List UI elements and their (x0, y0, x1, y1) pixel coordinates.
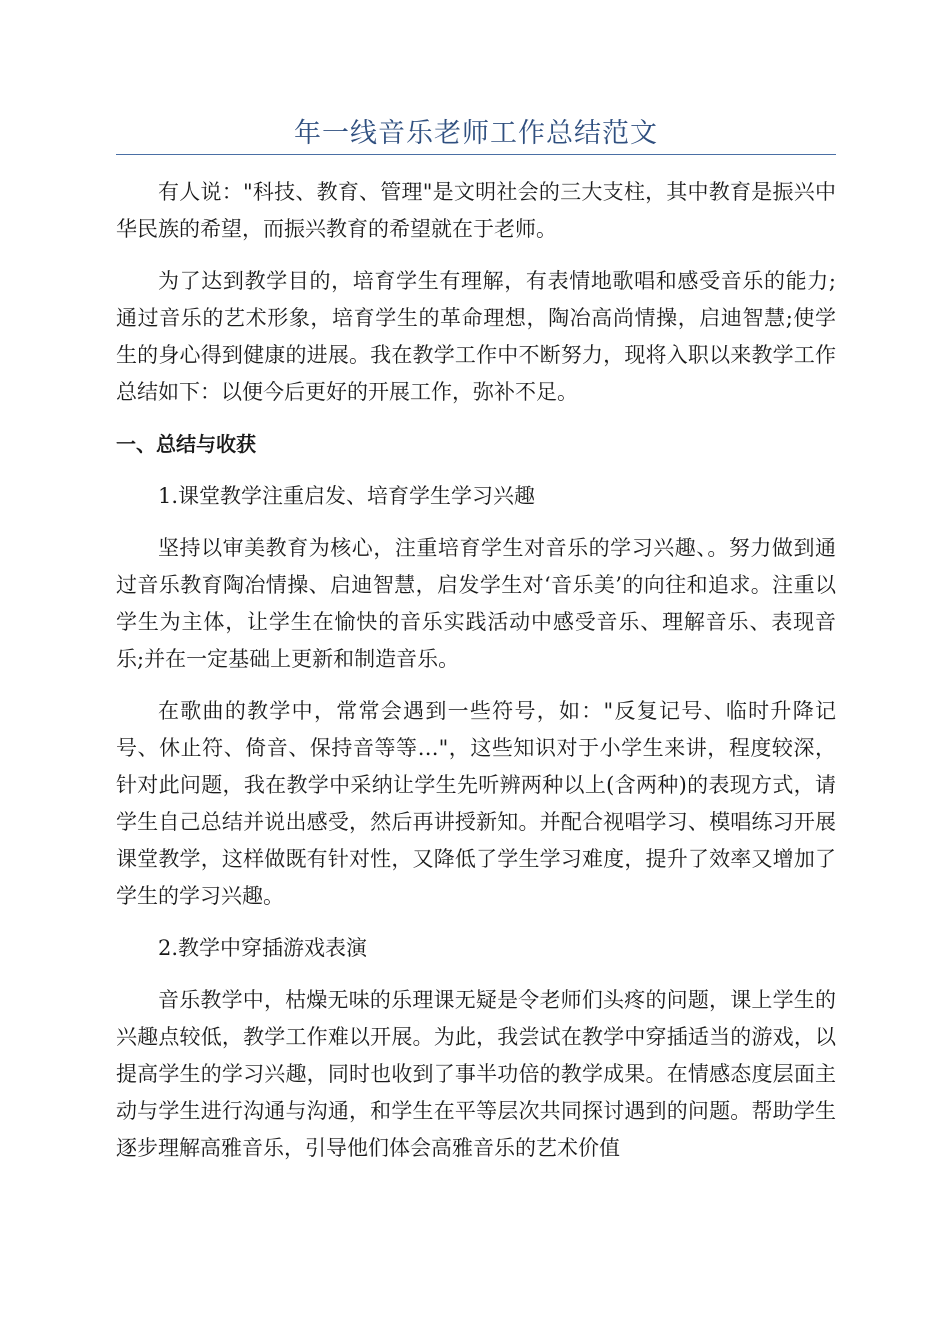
document-title: 年一线音乐老师工作总结范文 (294, 118, 658, 149)
subheading-classroom: 1.课堂教学注重启发、培育学生学习兴趣 (158, 484, 536, 508)
document-body (116, 174, 836, 1182)
paragraph-games: 音乐教学中，枯燥无味的乐理课无疑是令老师们头疼的问题，课上学生的兴趣点较低，教学工作难以开展。为此，我尝试在教学中穿插适当的游戏，以提高学生的学习兴趣，同时也收到了事半功倍的教学成果。在情感态度层面主动与学生进行沟通与沟通，和学生在平等层次共同探讨遇到的问题。帮助学生逐步理解高雅音乐，引导他们体会高雅音乐的艺术价值 (116, 988, 836, 1160)
paragraph-aesthetic: 坚持以审美教育为核心，注重培育学生对音乐的学习兴趣、。努力做到通过音乐教育陶冶情操、启迪智慧，启发学生对‘音乐美’的向往和追求。注重以学生为主体，让学生在愉快的音乐实践活动中感受音乐、理解音乐、表现音乐;并在一定基础上更新和制造音乐。 (116, 536, 836, 671)
title-underline (116, 154, 836, 155)
paragraph-intro: 有人说："科技、教育、管理"是文明社会的三大支柱，其中教育是振兴中华民族的希望，而振兴教育的希望就在于老师。 (116, 180, 836, 241)
paragraph-purpose: 为了达到教学目的，培育学生有理解，有表情地歌唱和感受音乐的能力;通过音乐的艺术形象，培育学生的革命理想，陶冶高尚情操，启迪智慧;使学生的身心得到健康的进展。我在教学工作中不断努力，现将入职以来教学工作总结如下：以便今后更好的开展工作，弥补不足。 (116, 269, 836, 404)
paragraph-symbols: 在歌曲的教学中，常常会遇到一些符号，如："反复记号、临时升降记号、休止符、倚音、保持音等等…"，这些知识对于小学生来讲，程度较深，针对此问题，我在教学中采纳让学生先听辨两种以上(含两种)的表现方式，请学生自己总结并说出感受，然后再讲授新知。并配合视唱学习、模唱练习开展课堂教学，这样做既有针对性，又降低了学生学习难度，提升了效率又增加了学生的学习兴趣。 (116, 699, 836, 908)
section-heading-summary: 一、总结与收获 (116, 432, 256, 456)
subheading-games: 2.教学中穿插游戏表演 (158, 936, 368, 960)
